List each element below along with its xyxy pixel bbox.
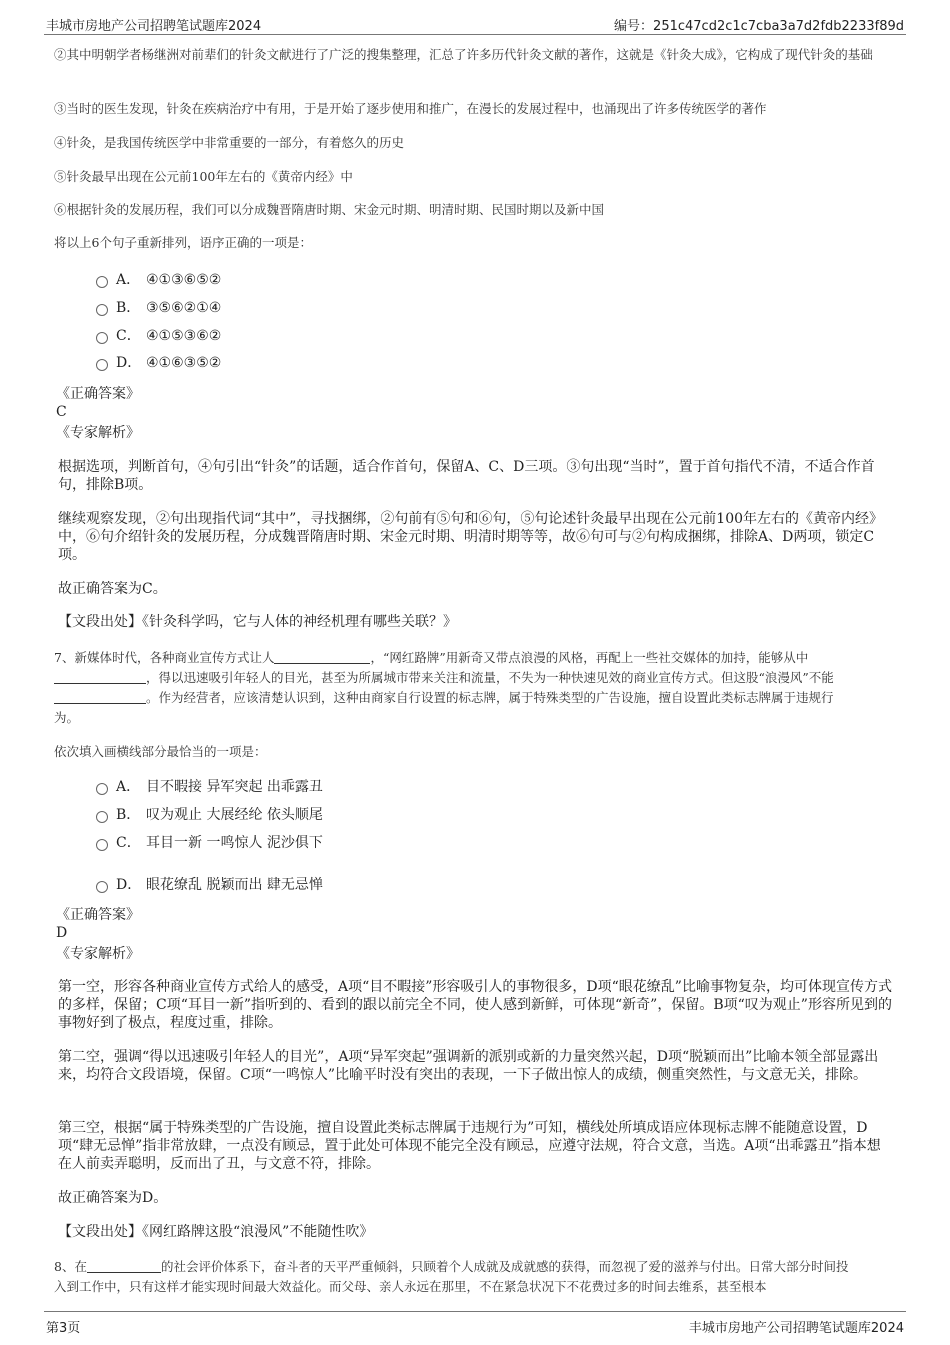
option-d[interactable]: D． 眼花缭乱 脱颖而出 肆无忌惮 xyxy=(96,874,323,896)
option-b[interactable]: B． 叹为观止 大展经纶 依头顺尾 xyxy=(96,804,323,826)
analysis-paragraph: 第三空，根据“属于特殊类型的广告设施，擅自设置此类标志牌属于违规行为”可知，横线处所填成语应体现标志牌不能随意设置，D项“肆无忌惮”指非常放肆，一点没有顾忌，置于此处可体现不能完全没有顾忌，应遵守法规，符合文意，当选。A项“出乖露丑”指本想在人前卖弄聪明，反而出了丑，与文意不符，排除。 xyxy=(58,1120,881,1172)
analysis-paragraph: 第一空，形容各种商业宣传方式给人的感受，A项“目不暇接”形容吸引人的事物很多，D项“眼花缭乱”比喻事物复杂，均可体现宣传方式的多样，保留；C项“耳目一新”指听到的、看到的跟以前完全不同，使人感到新鲜，可体现“新奇”，保留。B项“叹为观止”形容所见到的事物好到了极点，程度过重，排除。 xyxy=(58,979,892,1031)
option-c[interactable]: C． ④①⑤③⑥② xyxy=(96,325,221,347)
sentence-6: ⑥根据针灸的发展历程，我们可以分成魏晋隋唐时期、宋金元时期、明清时期、民国时期以及新中国 xyxy=(54,202,605,217)
footer-title: 丰城市房地产公司招聘笔试题库2024 xyxy=(688,1321,904,1336)
radio-icon[interactable] xyxy=(96,811,108,823)
question-7-text: 7、新媒体时代，各种商业宣传方式让人 ，“网红路牌”用新奇又带点浪漫的风格，再配上一些社交媒体的加持，能够从中 ，得以迅速吸引年轻人的目光，甚至为所属城市带来关注和流量，不失为一种快速见效的商业宣传方式。但这股“浪漫风”不能 。作为经营者，应该清楚认识到，这种由商家自行设置的标志牌，属于特殊类型的广告设施，擅自设置此类标志牌属于违规行 为。 xyxy=(54,650,834,725)
fill-blank-2 xyxy=(54,669,146,684)
fill-blank-1 xyxy=(87,1258,161,1273)
fill-blank-3 xyxy=(54,689,146,704)
radio-icon[interactable] xyxy=(96,304,108,316)
sentence-5: ⑤针灸最早出现在公元前100年左右的《黄帝内经》中 xyxy=(54,169,353,184)
source-tag: 【文段出处】 xyxy=(58,614,142,630)
answer-label: 《正确答案》 xyxy=(56,907,140,923)
sentence-3: ③当时的医生发现，针灸在疾病治疗中有用，于是开始了逐步使用和推广，在漫长的发展过程中，也涌现出了许多传统医学的著作 xyxy=(54,101,767,116)
analysis-conclusion: 故正确答案为D。 xyxy=(58,1190,168,1206)
question-prompt: 依次填入画横线部分最恰当的一项是： xyxy=(54,744,267,759)
radio-icon[interactable] xyxy=(96,276,108,288)
page-header xyxy=(44,12,906,35)
radio-icon[interactable] xyxy=(96,332,108,344)
source-line xyxy=(58,613,894,631)
source-line xyxy=(58,1223,894,1241)
analysis-paragraph: 第二空，强调“得以迅速吸引年轻人的目光”，A项“异军突起”强调新的派别或新的力量突然兴起，D项“脱颖而出”比喻本领全部显露出来，均符合文段语境，保留。C项“一鸣惊人”比喻平时没有突出的表现，一下子做出惊人的成绩，侧重突然性，与文意无关，排除。 xyxy=(58,1049,879,1083)
analysis-label: 《专家解析》 xyxy=(56,425,140,441)
answer-label: 《正确答案》 xyxy=(56,386,140,402)
source-title: 《针灸科学吗，它与人体的神经机理有哪些关联？》 xyxy=(142,614,457,630)
analysis-paragraph: 根据选项，判断首句，④句引出“针灸”的话题，适合作首句，保留A、C、D三项。③句出现“当时”，置于首句指代不清，不适合作首句，排除B项。 xyxy=(58,459,875,493)
answer-value: C xyxy=(56,404,67,420)
option-a[interactable]: A． ④①③⑥⑤② xyxy=(96,269,221,291)
document-code: 编号：251c47cd2c1c7cba3a7d2fdb2233f89d xyxy=(614,19,904,34)
page-number: 第3页 xyxy=(46,1321,81,1336)
option-a[interactable]: A． 目不暇接 异军突起 出乖露丑 xyxy=(96,776,323,798)
header-title: 丰城市房地产公司招聘笔试题库2024 xyxy=(46,19,262,34)
analysis-conclusion: 故正确答案为C。 xyxy=(58,581,167,597)
radio-icon[interactable] xyxy=(96,359,108,371)
radio-icon[interactable] xyxy=(96,881,108,893)
option-c[interactable]: C． 耳目一新 一鸣惊人 泥沙俱下 xyxy=(96,832,323,854)
page-footer xyxy=(44,1311,906,1336)
question-prompt: 将以上6个句子重新排列，语序正确的一项是： xyxy=(54,235,312,250)
source-tag: 【文段出处】 xyxy=(58,1224,142,1240)
sentence-2: ②其中明朝学者杨继洲对前辈们的针灸文献进行了广泛的搜集整理，汇总了许多历代针灸文献的著作，这就是《针灸大成》，它构成了现代针灸的基础 xyxy=(54,47,873,62)
option-d[interactable]: D． ④①⑥③⑤② xyxy=(96,352,221,374)
answer-value: D xyxy=(56,925,68,941)
option-b[interactable]: B． ③⑤⑥②①④ xyxy=(96,297,221,319)
radio-icon[interactable] xyxy=(96,839,108,851)
radio-icon[interactable] xyxy=(96,783,108,795)
sentence-4: ④针灸，是我国传统医学中非常重要的一部分，有着悠久的历史 xyxy=(54,135,405,150)
analysis-label: 《专家解析》 xyxy=(56,946,140,962)
fill-blank-1 xyxy=(274,649,370,664)
analysis-paragraph: 继续观察发现，②句出现指代词“其中”，寻找捆绑，②句前有⑤句和⑥句，⑤句论述针灸最早出现在公元前100年左右的《黄帝内经》中，⑥句介绍针灸的发展历程，分成魏晋隋唐时期、宋金元时期、明清时期等等，故⑥句可与②句构成捆绑，排除A、D两项，锁定C项。 xyxy=(58,511,884,563)
source-title: 《网红路牌这股“浪漫风”不能随性吹》 xyxy=(142,1224,374,1240)
question-8-text: 8、在 的社会评价体系下，奋斗者的天平严重倾斜，只顾着个人成就及成就感的获得，而忽视了爱的滋养与付出。日常大部分时间投 入到工作中，只有这样才能实现时间最大效益化。而父母、亲人永远在那里，不在紧急状况下不花费过多的时间去维系，甚至根本 xyxy=(54,1259,849,1294)
